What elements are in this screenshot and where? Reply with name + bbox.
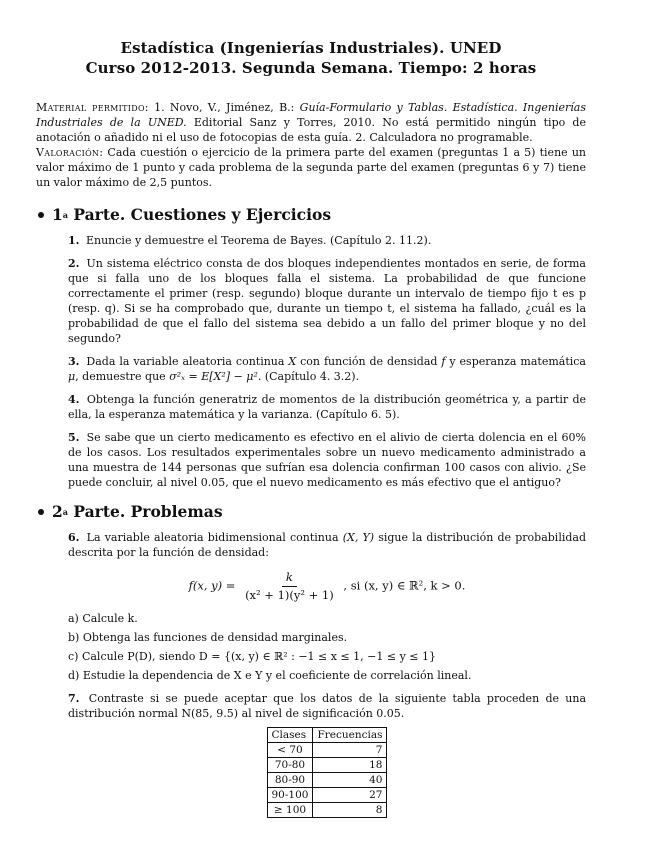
question-7: [68, 691, 586, 818]
header-frecuencias: Frecuencias: [313, 728, 387, 743]
cell-clase: < 70: [267, 743, 313, 758]
cell-clase: 80-90: [267, 773, 313, 788]
vars-xy: (X, Y): [342, 531, 375, 544]
question-text-a: La variable aleatoria bidimensional continua: [86, 531, 343, 544]
cell-freq: 40: [313, 773, 387, 788]
q6-item-d: d) Estudie la dependencia de X e Y y el coeficiente de correlación lineal.: [68, 669, 472, 682]
var-mu: μ: [68, 370, 76, 383]
cell-clase: 70-80: [267, 758, 313, 773]
part1-title-text: Parte. Cuestiones y Ejercicios: [67, 205, 332, 224]
question-text-b: sigue la distribución de probabilidad descrita por la función de densidad:: [68, 531, 586, 559]
title-line-1: Estadística (Ingenierías Industriales). UNED: [120, 39, 502, 57]
q6-item-a: a) Calcule k.: [68, 612, 138, 625]
part2-title-text: Parte. Problemas: [67, 502, 223, 521]
bullet-icon: [38, 212, 44, 218]
table-header-row: [267, 728, 387, 743]
density-formula: [68, 570, 586, 603]
valoracion-text: Cada cuestión o ejercicio de la primera parte del examen (preguntas 1 a 5) tiene un valor máximo de 1 punto y cada problema de la segunda parte del examen (preguntas 6 y 7) tiene un valor máximo de 2,5 puntos.: [36, 146, 586, 189]
part2-questions: [68, 530, 586, 818]
var-x: X: [288, 355, 297, 368]
part1-questions: [68, 233, 586, 490]
table-row: [267, 758, 387, 773]
question-text: Obtenga la función generatriz de momentos de la distribución geométrica y, a partir de ella, la esperanza matemática y la varianza. (Capítulo 6. 5).: [68, 393, 587, 421]
part2-title-num: 2: [52, 502, 63, 521]
material-book-title: Guía-Formulario y Tablas. Estadística. Ingenierías Industriales de la UNED.: [36, 101, 586, 129]
cell-freq: 7: [313, 743, 387, 758]
table-row: [267, 743, 387, 758]
bullet-icon: [38, 509, 44, 515]
question-6: [68, 530, 586, 683]
q6-items: [68, 611, 586, 683]
question-number: 1.: [68, 234, 80, 247]
formula-denominator: (x² + 1)(y² + 1): [245, 588, 334, 602]
question-text-e: . (Capítulo 4. 3.2).: [257, 370, 360, 383]
valoracion-paragraph: [36, 145, 586, 190]
part1-heading: 1 a Parte. Cuestiones y Ejercicios: [36, 205, 586, 225]
question-number: 5.: [68, 431, 80, 444]
question-text-d: , demuestre que: [75, 370, 170, 383]
material-text-a: 1. Novo, V., Jiménez, B.:: [148, 101, 300, 114]
cell-freq: 8: [313, 803, 387, 818]
cell-clase: ≥ 100: [267, 803, 313, 818]
header-clases: Clases: [267, 728, 313, 743]
question-3: [68, 354, 586, 384]
question-number: 4.: [68, 393, 80, 406]
question-2: [68, 256, 586, 346]
material-label: Material permitido:: [36, 101, 149, 114]
question-text: Un sistema eléctrico consta de dos bloques independientes montados en serie, de forma que si falla uno de los bloques falla el sistema. La probabilidad de que funcione correctamente el primer (resp. segundo) bloque durante un intervalo de tiempo fijo t es p (resp. q). Si se ha comprobado que, durante un tiempo t, el sistema ha fallado, ¿cuál es la probabilidad de que el fallo del sistema sea debido a un fallo del primer bloque y no del segundo?: [68, 257, 586, 345]
table-row: [267, 803, 387, 818]
question-text: Contraste si se puede aceptar que los datos de la siguiente tabla proceden de una distribución normal N(85, 9.5) al nivel de significación 0.05.: [68, 692, 587, 720]
exam-page: [36, 38, 586, 826]
question-text-a: Dada la variable aleatoria continua: [86, 355, 289, 368]
frequency-table: [267, 727, 388, 818]
question-1: [68, 233, 586, 248]
material-text-b: Editorial Sanz y Torres, 2010. No está permitido ningún tipo de anotación o añadido ni el uso de fotocopias de esta guía. 2. Calculadora no programable.: [36, 116, 586, 144]
cell-freq: 18: [313, 758, 387, 773]
formula-numerator: k: [282, 570, 297, 587]
q6-item-c: c) Calcule P(D), siendo D = {(x, y) ∈ ℝ² : −1 ≤ x ≤ 1, −1 ≤ y ≤ 1}: [68, 650, 437, 663]
part1-title-num: 1: [52, 205, 63, 224]
formula-lhs: f(x, y) =: [188, 578, 240, 593]
question-number: 6.: [68, 531, 80, 544]
title-line-2: Curso 2012-2013. Segunda Semana. Tiempo: 2 horas: [85, 59, 537, 77]
part2-heading: 2 a Parte. Problemas: [36, 502, 586, 522]
cell-clase: 90-100: [267, 788, 313, 803]
question-text-b: con función de densidad: [296, 355, 442, 368]
question-text: Enuncie y demuestre el Teorema de Bayes. (Capítulo 2. 11.2).: [85, 234, 432, 247]
page-title: [36, 38, 586, 78]
cell-freq: 27: [313, 788, 387, 803]
question-number: 7.: [68, 692, 80, 705]
var-f: f: [441, 355, 446, 368]
table-row: [267, 788, 387, 803]
question-text: Se sabe que un cierto medicamento es efectivo en el alivio de cierta dolencia en el 60% de los casos. Los resultados experimentales sobre un nuevo medicamento administrado a una muestra de 144 personas que sufrían esa dolencia confirman 100 casos con alivio. ¿Se puede concluir, al nivel 0.05, que el nuevo medicamento es más efectivo que el antiguo?: [68, 431, 587, 489]
instructions: [36, 100, 586, 190]
question-number: 2.: [68, 257, 80, 270]
formula-fraction: [241, 570, 338, 603]
question-5: [68, 430, 586, 490]
q6-item-b: b) Obtenga las funciones de densidad marginales.: [68, 631, 348, 644]
variance-formula: σ²ₓ = E[X²] − μ²: [169, 370, 258, 383]
valoracion-label: Valoración:: [36, 146, 104, 159]
formula-condition: , si (x, y) ∈ ℝ², k > 0.: [343, 578, 466, 593]
question-text-c: y esperanza matemática: [445, 355, 586, 368]
table-row: [267, 773, 387, 788]
question-number: 3.: [68, 355, 80, 368]
material-paragraph: [36, 100, 586, 145]
question-4: [68, 392, 586, 422]
